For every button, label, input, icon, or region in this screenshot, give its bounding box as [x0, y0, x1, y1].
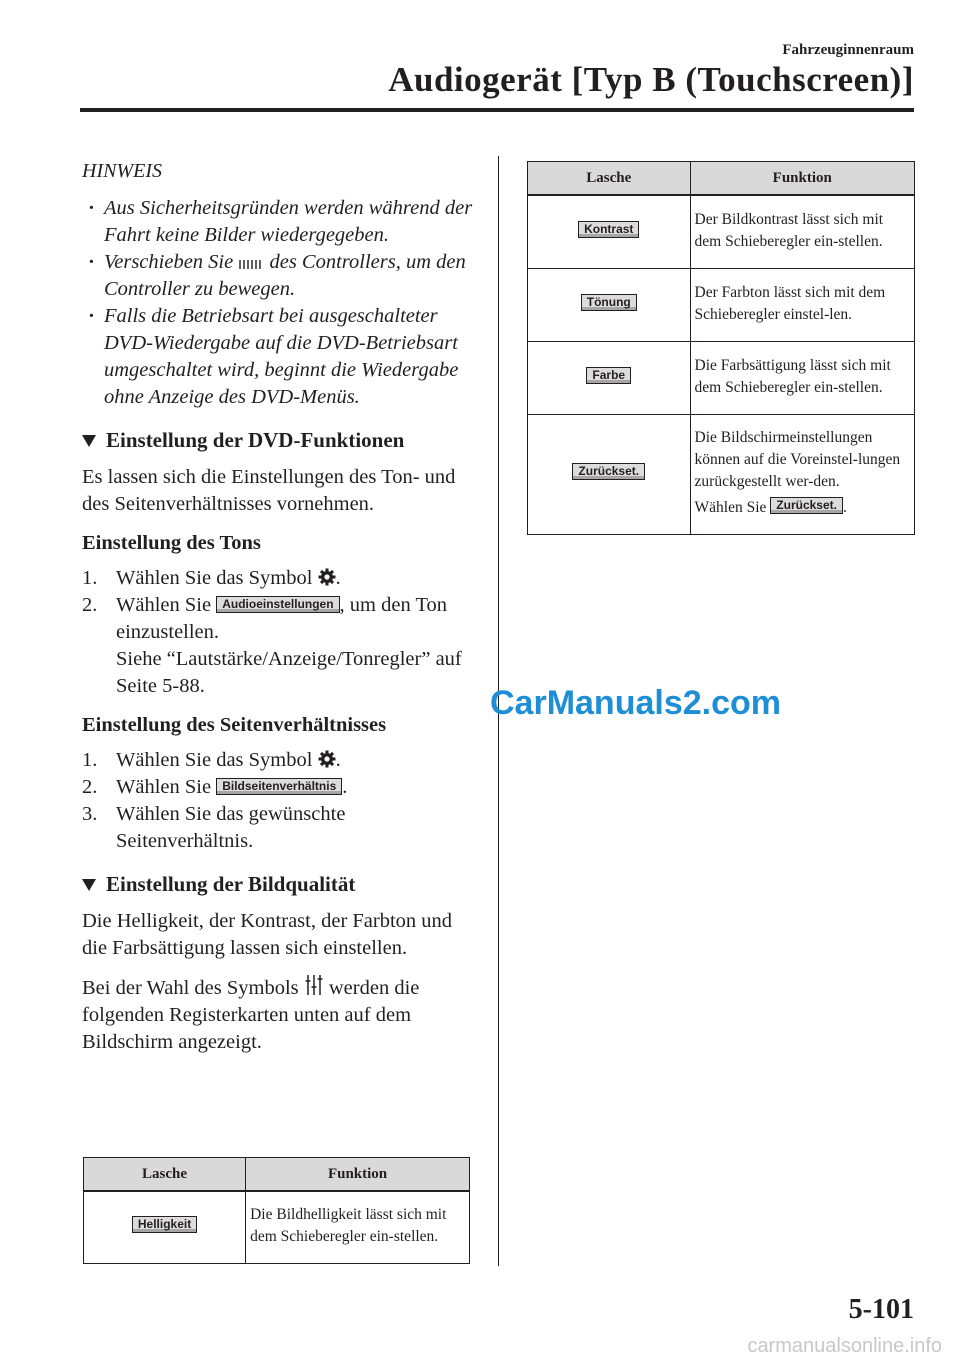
table-row — [528, 414, 915, 534]
tint-tab-button: Tönung — [581, 294, 637, 311]
function-cell: Der Farbton lässt sich mit dem Schieberegler einstel-len. — [690, 268, 914, 341]
right-column — [527, 161, 915, 535]
color-tab-button: Farbe — [586, 367, 631, 384]
function-cell: Die Bildschirmeinstellungen können auf die Voreinstel-lungen zurückgestellt wer-den. Wählen Sie Zurückset. . — [690, 414, 914, 534]
brightness-tab-button: Helligkeit — [132, 1216, 197, 1233]
aspect-heading: Einstellung des Seitenverhältnisses — [82, 714, 387, 736]
tab-table-left — [83, 1157, 470, 1264]
tab-table — [527, 161, 915, 535]
note-item: · Verschieben Sie des Controllers, um den Controller zu bewegen. — [84, 249, 477, 303]
triangle-marker-icon — [82, 435, 96, 447]
aspect-ratio-button: Bildseitenverhältnis — [216, 778, 342, 795]
slider-adjust-icon — [304, 974, 324, 996]
gear-icon — [318, 750, 336, 768]
step-item: 2. Wählen Sie Bildseitenverhältnis . — [82, 776, 348, 798]
contrast-tab-button: Kontrast — [578, 221, 639, 238]
step-item: 1. Wählen Sie das Symbol . — [82, 749, 341, 771]
page-title: Audiogerät [Typ B (Touchscreen)] — [388, 60, 914, 99]
reset-tab-button: Zurückset. — [572, 463, 645, 480]
audio-settings-button: Audioeinstellungen — [216, 596, 339, 613]
step-item: 2. Wählen Sie Audioeinstellungen , um den Ton einzustellen. Siehe “Lautstärke/Anzeige/Tonregler” auf Seite 5-88. — [82, 594, 462, 697]
watermark: CarManuals2.com — [490, 684, 781, 722]
column-header-function: Funktion — [690, 162, 914, 196]
controller-slide-icon — [238, 258, 264, 270]
function-cell: Die Bildhelligkeit lässt sich mit dem Schieberegler ein-stellen. — [246, 1191, 470, 1263]
left-column — [82, 158, 477, 1068]
column-header-function: Funktion — [246, 1158, 470, 1192]
dvd-settings-heading: Einstellung der DVD-Funktionen — [82, 427, 477, 454]
gear-icon — [318, 568, 336, 586]
dvd-settings-intro: Es lassen sich die Einstellungen des Ton- und des Seitenverhältnisses vornehmen. — [82, 466, 456, 515]
column-header-tab: Lasche — [528, 162, 691, 196]
footer-site: carmanualsonline.info — [747, 1335, 942, 1357]
tone-heading: Einstellung des Tons — [82, 532, 261, 554]
page-number: 5-101 — [848, 1294, 914, 1325]
header-divider — [80, 108, 914, 112]
step-item: 1. Wählen Sie das Symbol . — [82, 567, 341, 589]
note-item: · Aus Sicherheitsgründen werden während der Fahrt keine Bilder wiedergegeben. — [84, 195, 477, 249]
cross-reference: Siehe “Lautstärke/Anzeige/Tonregler” auf Seite 5-88. — [116, 648, 462, 697]
note-title: HINWEIS — [82, 160, 162, 182]
table-row — [528, 268, 915, 341]
image-quality-para: Die Helligkeit, der Kontrast, der Farbton und die Farbsättigung lassen sich einstellen. — [82, 910, 453, 959]
note-item: · Falls die Betriebsart bei ausgeschalteter DVD-Wiedergabe auf die DVD-Betriebsart umgeschaltet wird, beginnt die Wiedergabe ohne Anzeige des DVD-Menüs. — [84, 303, 477, 411]
table-row — [528, 195, 915, 268]
triangle-marker-icon — [82, 879, 96, 891]
table-row — [528, 341, 915, 414]
image-quality-para: Bei der Wahl des Symbols werden die folgenden Registerkarten unten auf dem Bildschirm angezeigt. — [82, 974, 477, 1056]
aspect-steps — [82, 747, 477, 855]
column-header-tab: Lasche — [84, 1158, 246, 1192]
function-cell: Der Bildkontrast lässt sich mit dem Schieberegler ein-stellen. — [690, 195, 914, 268]
tab-table — [83, 1157, 470, 1264]
section-label: Fahrzeuginnenraum — [782, 42, 914, 58]
note-list — [82, 195, 477, 411]
tone-steps — [82, 565, 477, 700]
step-item: 3. Wählen Sie das gewünschte Seitenverhältnis. — [82, 803, 346, 852]
function-cell: Die Farbsättigung lässt sich mit dem Schieberegler ein-stellen. — [690, 341, 914, 414]
table-row — [84, 1191, 470, 1263]
image-quality-heading: Einstellung der Bildqualität — [82, 871, 477, 898]
reset-button: Zurückset. — [770, 497, 843, 514]
